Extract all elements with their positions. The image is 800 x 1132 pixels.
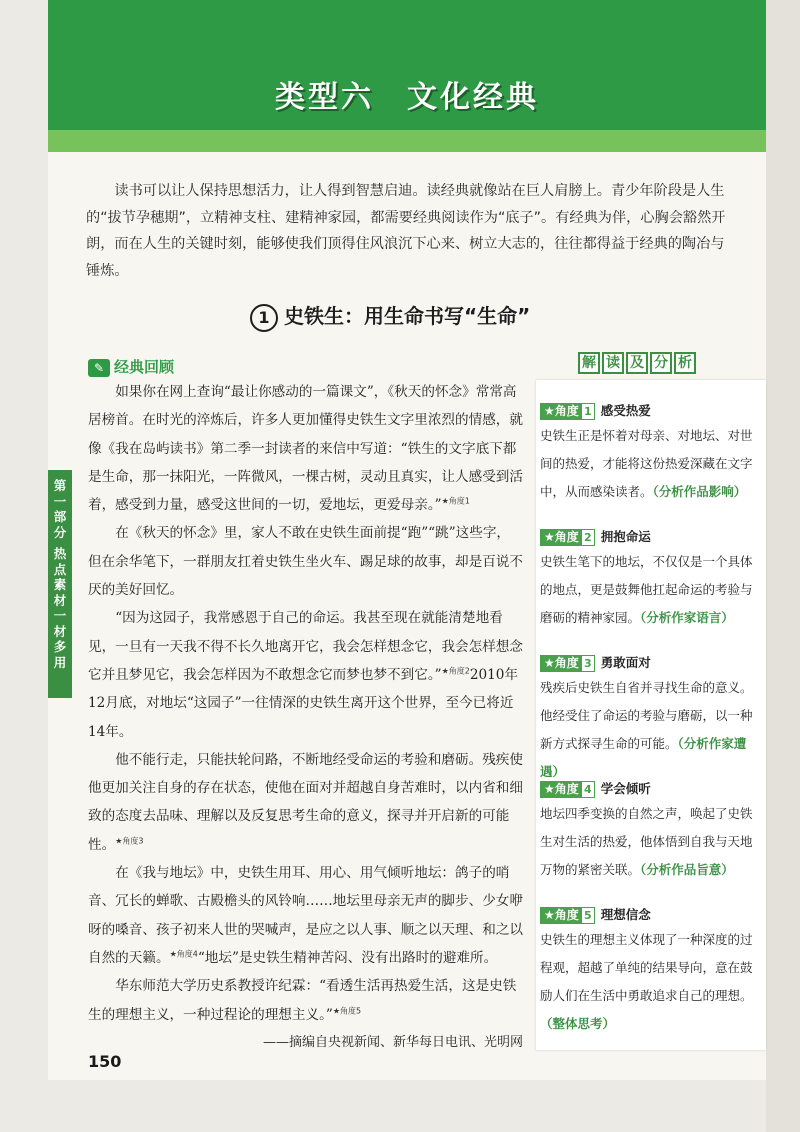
angle-number: 3: [581, 655, 595, 672]
classic-review-label: [88, 356, 174, 377]
angle-badge: ★角度: [540, 655, 583, 672]
paragraph: 华东师范大学历史系教授许纪霖：“看透生活再热爱生活，这是史铁生的理想主义，一种过程论的理想主义。”$^{★角度5}$: [88, 978, 517, 1023]
classic-review-text: 经典回顾: [114, 358, 175, 376]
pencil-icon: ✎: [88, 359, 110, 377]
angle-marker: ★角度2: [441, 666, 470, 676]
angle-note: （整体思考）: [540, 1016, 616, 1031]
section-number: 1: [250, 304, 278, 332]
side-tab-char: 部: [53, 509, 67, 524]
angle-note: （分析作品影响）: [652, 484, 747, 499]
angle-card: [540, 904, 762, 1038]
angle-note: （分析作品旨意）: [640, 862, 734, 877]
analysis-header: [578, 352, 696, 374]
side-tab-char: 一: [53, 608, 67, 623]
angle-number: 1: [581, 403, 595, 420]
angle-number: 5: [581, 907, 595, 924]
angle-body: 史铁生正是怀着对母亲、对地坛、对世间的热爱，才能将这份热爱深藏在文字中，从而感染读者。（分析作品影响）: [540, 428, 753, 499]
angle-body: 地坛四季变换的自然之声，唤起了史铁生对生活的热爱，他体悟到自我与天地万物的紧密关联。（分析作品旨意）: [540, 806, 753, 877]
intro-paragraph: 读书可以让人保持思想活力，让人得到智慧启迪。读经典就像站在巨人肩膀上。青少年阶段是人生的“拔节孕穗期”，立精神支柱、建精神家园，都需要经典阅读作为“底子”。有经典为伴，心胸会豁然开朗，而在人生的关键时刻，能够使我们顶得住风浪沉下心来、树立大志的，往往都得益于经典的陶冶与锤炼。: [86, 183, 726, 279]
angle-badge: ★角度: [540, 907, 583, 924]
angle-title: 拥抱命运: [600, 529, 651, 544]
angle-title: 勇敢面对: [600, 655, 651, 670]
angle-marker: ★角度1: [441, 496, 470, 506]
analysis-header-char: 及: [626, 352, 648, 374]
angle-card: [540, 778, 762, 884]
page-edge: [766, 0, 800, 1132]
angle-title: 感受热爱: [600, 403, 651, 418]
paragraph: 在《秋天的怀念》里，家人不敢在史铁生面前提“跑”“跳”这些字，但在余华笔下，一群朋友扛着史铁生坐火车、踢足球的故事，却是百说不厌的美好回忆。: [88, 525, 523, 599]
side-tab-char: 用: [53, 654, 67, 670]
side-tab-char: 材: [53, 592, 67, 608]
angle-marker: ★角度5: [332, 1006, 362, 1015]
analysis-header-char: 析: [674, 352, 696, 374]
angle-note: （分析作家语言）: [640, 610, 734, 625]
angle-badge: ★角度: [540, 403, 583, 420]
angle-card: [540, 526, 762, 632]
main-text: [88, 378, 523, 1057]
side-tab-char: 第: [53, 478, 67, 493]
side-tab-char: 一: [53, 493, 67, 509]
page-number: 150: [88, 1052, 122, 1071]
angle-number: 4: [581, 781, 595, 798]
header-strip: [48, 130, 766, 152]
source-citation: ——摘编自央视新闻、新华每日电讯、光明网: [262, 1034, 523, 1050]
side-tab: [48, 470, 72, 698]
angle-body: 残疾后史铁生自省并寻找生命的意义。他经受住了命运的考验与磨砺，以一种新方式探寻生命的可能。（分析作家遭遇）: [540, 680, 753, 779]
side-tab-char: 分: [53, 524, 67, 540]
side-tab-char: 素: [53, 577, 67, 592]
angle-title: 学会倾听: [600, 781, 651, 796]
side-tab-char: 点: [53, 561, 67, 577]
angle-body: 史铁生笔下的地坛，不仅仅是一个具体的地点，更是鼓舞他扛起命运的考验与磨砺的精神家园。（分析作家语言）: [540, 554, 753, 625]
angle-number: 2: [581, 529, 595, 546]
analysis-sidebar: [536, 380, 766, 1050]
side-tab-char: 多: [53, 639, 67, 654]
analysis-header-char: 解: [578, 352, 600, 374]
angle-title: 理想信念: [600, 907, 651, 922]
section-title-text: 史铁生：用生命书写“生命”: [284, 304, 531, 328]
paragraph: 如果你在网上查询“最让你感动的一篇课文”，《秋天的怀念》常常高居榜首。在时光的淬炼后，许多人更加懂得史铁生文字里浓烈的情感，就像《我在岛屿读书》第二季一封读者的来信中写道：“铁生的文字底下都是生命，那一抹阳光，一阵微风，一棵古树，灵动且真实，让人感受到活着，感受到力量，感受这世间的一切，爱地坛，更爱母亲。”$^{★角度1}$: [88, 384, 523, 514]
angle-card: [540, 400, 762, 506]
angle-badge: ★角度: [540, 781, 583, 798]
angle-note: （分析作家遭遇）: [540, 736, 747, 779]
side-tab-char: 热: [53, 546, 67, 561]
angle-marker: ★角度4: [169, 949, 198, 959]
angle-body: 史铁生的理想主义体现了一种深度的过程观，超越了单纯的结果导向，意在鼓励人们在生活中勇敢追求自己的理想。（整体思考）: [540, 932, 753, 1031]
section-title: [250, 300, 650, 332]
angle-badge: ★角度: [540, 529, 583, 546]
side-tab-char: 材: [53, 623, 67, 639]
angle-card: [540, 652, 762, 786]
chapter-title: 类型六 文化经典: [275, 80, 539, 115]
angle-marker: ★角度3: [115, 836, 144, 846]
paragraph: 在《我与地坛》中，史铁生用耳、用心、用气倾听地坛：鸽子的哨音、冗长的蝉歌、古殿檐头的风铃响……地坛里母亲无声的脚步、少女咿呀的嗓音、孩子初来人世的哭喊声，是应之以人事、顺之以天理、和之以自然的天籁。$^{★角度4}$“地坛”是史铁生精神苦闷、没有出路时的避难所。: [88, 865, 523, 966]
analysis-header-char: 读: [602, 352, 624, 374]
paragraph: “因为这园子，我常感恩于自己的命运。我甚至现在就能清楚地看见，一旦有一天我不得不长久地离开它，我会怎样想念它，我会怎样想念它并且梦见它，我会怎样因为不敢想念它而梦也梦不到它。”$^{★角度2}$2010年12月底，对地坛“这园子”一往情深的史铁生离开这个世界，至今已将近14年。: [88, 610, 523, 740]
paragraph: 他不能行走，只能扶轮问路，不断地经受命运的考验和磨砺。残疾使他更加关注自身的存在状态，使他在面对并超越自身苦难时，以内省和细致的态度去品味、理解以及反复思考生命的意义，探寻并开启新的可能性。$^{★角度3}$: [88, 751, 523, 853]
analysis-header-char: 分: [650, 352, 672, 374]
